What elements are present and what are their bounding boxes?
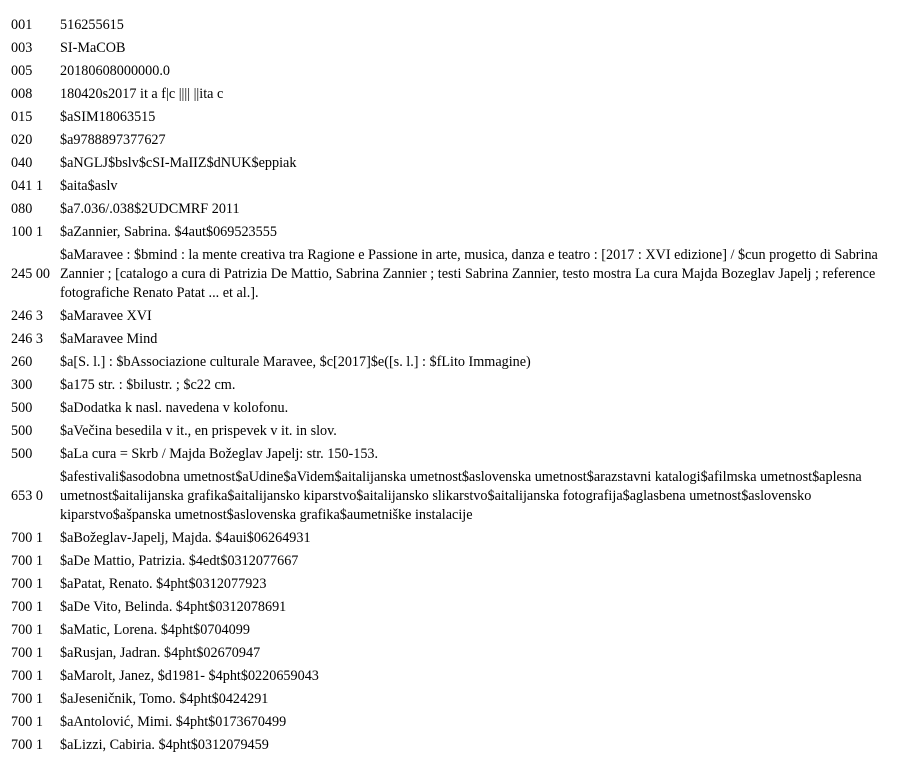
marc-field-row <box>11 37 886 60</box>
marc-field-value: $aDe Mattio, Patrizia. $4edt$0312077667 <box>60 553 299 569</box>
marc-field-row <box>11 351 886 374</box>
marc-field-value: $aLizzi, Cabiria. $4pht$0312079459 <box>60 737 269 753</box>
marc-field-tag: 700 1 <box>11 668 43 684</box>
marc-field-value: $aita$aslv <box>60 178 118 194</box>
marc-field-tag: 080 <box>11 201 33 217</box>
marc-field-row <box>11 550 886 573</box>
marc-field-value: $aRusjan, Jadran. $4pht$02670947 <box>60 645 261 661</box>
marc-field-row <box>11 642 886 665</box>
marc-field-tag: 008 <box>11 86 33 102</box>
marc-field-value: $aBožeglav-Japelj, Majda. $4aui$06264931 <box>60 530 311 546</box>
marc-field-row <box>11 175 886 198</box>
marc-field-tag: 700 1 <box>11 691 43 707</box>
marc-field-row <box>11 221 886 244</box>
marc-field-row <box>11 619 886 642</box>
marc-field-tag: 653 0 <box>11 488 43 504</box>
marc-field-row <box>11 688 886 711</box>
marc-field-row <box>11 305 886 328</box>
marc-field-row <box>11 60 886 83</box>
marc-field-value: $aAntolović, Mimi. $4pht$0173670499 <box>60 714 287 730</box>
marc-field-value: 516255615 <box>60 17 124 33</box>
marc-record-body <box>11 14 886 757</box>
marc-field-row <box>11 83 886 106</box>
marc-field-value: $aSIM18063515 <box>60 109 156 125</box>
marc-field-tag: 700 1 <box>11 530 43 546</box>
marc-field-value: $a175 str. : $bilustr. ; $c22 cm. <box>60 377 236 393</box>
marc-field-value: $aNGLJ$bslv$cSI-MaIIZ$dNUK$eppiak <box>60 155 297 171</box>
marc-field-value: $aMaravee : $bmind : la mente creativa tra Ragione e Passione in arte, musica, danza e teatro : [2017 : XVI edizione] / $cun progetto di Sabrina Zannier ; [catalogo a cura di Patrizia De Mattio, Sabrina Zannier ; testi Sabrina Zannier, testo mostra La cura Majda Bozeglav Japelj ; reference fotografiche Renato Patat ... et al.]. <box>60 247 878 301</box>
marc-field-value: $a7.036/.038$2UDCMRF 2011 <box>60 201 240 217</box>
marc-field-tag: 005 <box>11 63 33 79</box>
marc-field-tag: 500 <box>11 400 33 416</box>
marc-record-table <box>11 14 886 757</box>
marc-field-row <box>11 734 886 757</box>
marc-field-value: $a9788897377627 <box>60 132 166 148</box>
marc-field-tag: 260 <box>11 354 33 370</box>
marc-field-tag: 700 1 <box>11 737 43 753</box>
marc-field-value: $aMarolt, Janez, $d1981- $4pht$0220659043 <box>60 668 319 684</box>
marc-field-row <box>11 527 886 550</box>
marc-field-value: $aMaravee Mind <box>60 331 158 347</box>
marc-field-value: $aMaravee XVI <box>60 308 152 324</box>
marc-field-tag: 246 3 <box>11 308 43 324</box>
marc-field-row <box>11 573 886 596</box>
marc-field-row <box>11 129 886 152</box>
marc-field-value: 20180608000000.0 <box>60 63 170 79</box>
marc-field-value: $aDodatka k nasl. navedena v kolofonu. <box>60 400 289 416</box>
marc-field-row <box>11 106 886 129</box>
marc-field-value: $aLa cura = Skrb / Majda Božeglav Japelj: str. 150-153. <box>60 446 379 462</box>
marc-field-tag: 100 1 <box>11 224 43 240</box>
marc-field-row <box>11 596 886 619</box>
marc-field-row <box>11 244 886 305</box>
marc-field-row <box>11 374 886 397</box>
marc-field-tag: 700 1 <box>11 622 43 638</box>
marc-field-tag: 700 1 <box>11 576 43 592</box>
marc-field-row <box>11 14 886 37</box>
marc-field-tag: 246 3 <box>11 331 43 347</box>
marc-field-tag: 500 <box>11 423 33 439</box>
marc-field-value: $afestivali$asodobna umetnost$aUdine$aVidem$aitalijanska umetnost$aslovenska umetnost$arazstavni katalogi$afilmska umetnost$aplesna umetnost$aitalijanska grafika$aitalijansko kiparstvo$aitalijansko slikarstvo$aitalijanska fotografija$aglasbena umetnost$aslovensko kiparstvo$ašpanska umetnost$aslovenska grafika$aumetniške instalacije <box>60 469 862 523</box>
marc-field-value: $a[S. l.] : $bAssociazione culturale Maravee, $c[2017]$e([s. l.] : $fLito Immagine) <box>60 354 531 370</box>
marc-field-row <box>11 466 886 527</box>
marc-field-tag: 700 1 <box>11 714 43 730</box>
marc-field-value: SI-MaCOB <box>60 40 126 56</box>
marc-field-row <box>11 443 886 466</box>
marc-field-tag: 500 <box>11 446 33 462</box>
marc-field-tag: 001 <box>11 17 33 33</box>
marc-field-row <box>11 152 886 175</box>
marc-field-value: 180420s2017 it a f|c |||| ||ita c <box>60 86 224 102</box>
marc-field-tag: 245 00 <box>11 266 51 282</box>
marc-field-value: $aMatic, Lorena. $4pht$0704099 <box>60 622 250 638</box>
marc-field-value: $aPatat, Renato. $4pht$0312077923 <box>60 576 267 592</box>
marc-field-value: $aDe Vito, Belinda. $4pht$0312078691 <box>60 599 287 615</box>
marc-field-value: $aJeseničnik, Tomo. $4pht$0424291 <box>60 691 269 707</box>
marc-field-tag: 700 1 <box>11 645 43 661</box>
marc-field-tag: 041 1 <box>11 178 43 194</box>
marc-field-tag: 040 <box>11 155 33 171</box>
marc-field-row <box>11 665 886 688</box>
marc-field-tag: 700 1 <box>11 553 43 569</box>
marc-field-tag: 015 <box>11 109 33 125</box>
marc-field-row <box>11 198 886 221</box>
marc-field-row <box>11 711 886 734</box>
marc-field-value: $aVečina besedila v it., en prispevek v it. in slov. <box>60 423 337 439</box>
marc-field-tag: 300 <box>11 377 33 393</box>
marc-field-row <box>11 328 886 351</box>
marc-field-row <box>11 397 886 420</box>
marc-field-value: $aZannier, Sabrina. $4aut$069523555 <box>60 224 277 240</box>
marc-field-row <box>11 420 886 443</box>
marc-field-tag: 700 1 <box>11 599 43 615</box>
marc-field-tag: 020 <box>11 132 33 148</box>
marc-field-tag: 003 <box>11 40 33 56</box>
